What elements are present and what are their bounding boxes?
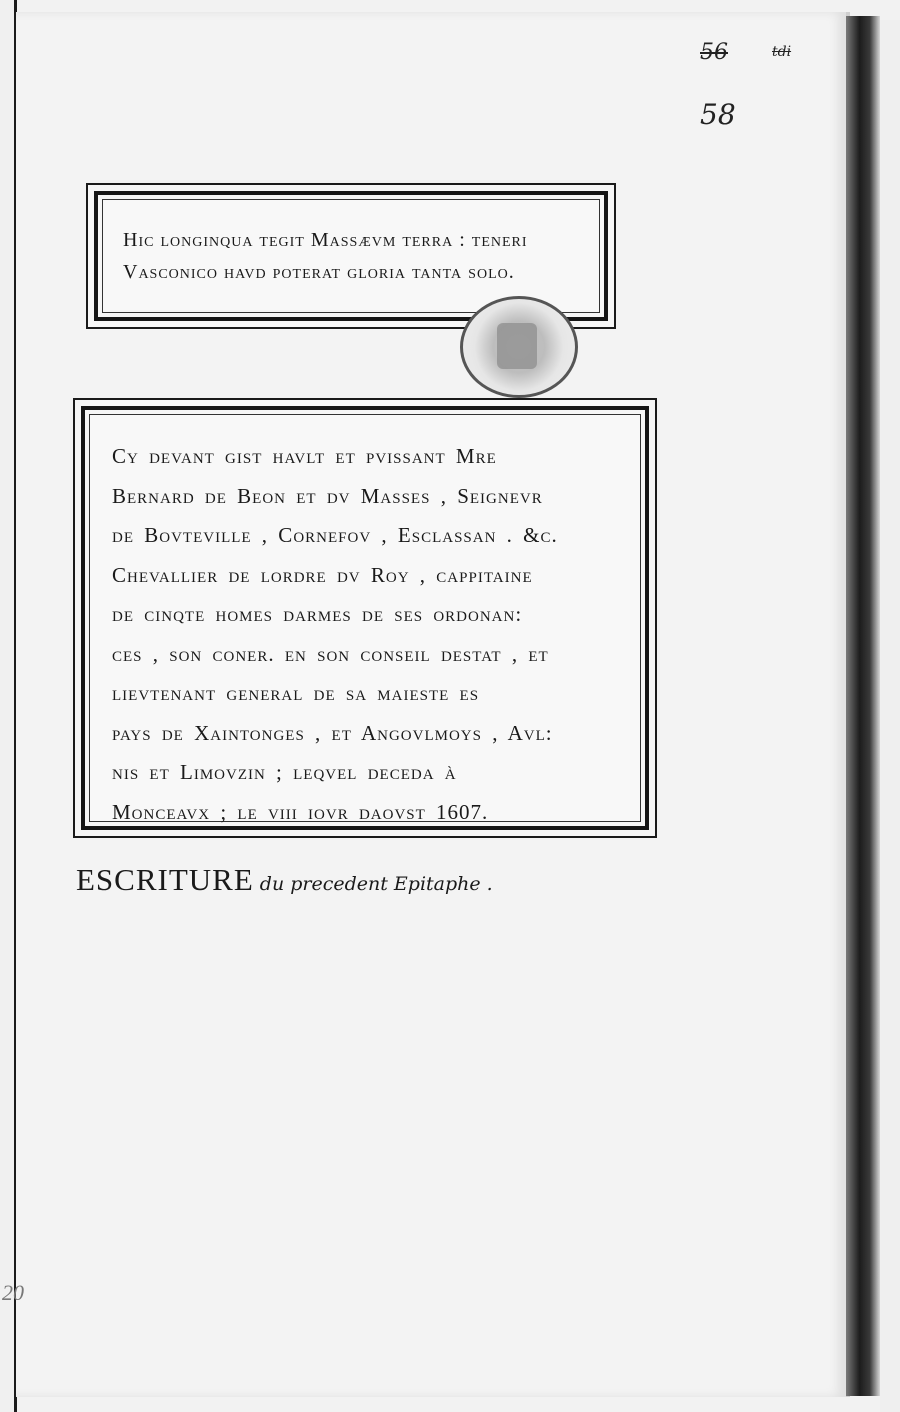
epitaph-line: Bernard de Beon et dv Masses , Seignevr (112, 483, 543, 508)
book-spine-edge (846, 16, 880, 1396)
epitaph-line: ces , son coner. en son conseil destat , et (112, 641, 549, 666)
library-stamp (460, 296, 578, 398)
epitaph-text (112, 437, 558, 832)
caption-title: ESCRITURE (76, 862, 254, 897)
epitaph-line: de Bovteville , Cornefov , Esclassan . &c. (112, 523, 558, 547)
epitaph-line: Chevallier de lordre dv Roy , cappitaine (112, 562, 533, 587)
epigraph-text (123, 224, 528, 288)
folio-number: 58 (700, 98, 736, 131)
epitaph-frame (73, 398, 657, 838)
right-margin (880, 20, 900, 1412)
epitaph-frame-border (81, 406, 649, 830)
epitaph-line: pays de Xaintonges , et Angovlmoys , Avl: (112, 720, 553, 745)
caption (76, 862, 493, 898)
epitaph-line: nis et Limovzin ; leqvel deceda à (112, 760, 457, 784)
old-folio-number: 56 (700, 40, 728, 65)
epitaph-line: Cy devant gist havlt et pvissant Mre (112, 444, 497, 468)
left-page-edge (0, 0, 17, 1412)
epitaph-line: lievtenant general de sa maieste es (112, 681, 480, 705)
old-folio-mark: tdi (772, 44, 792, 60)
epitaph-panel (89, 414, 641, 822)
epitaph-line: de cinqte homes darmes de ses ordonan: (112, 602, 523, 626)
epigraph-line: Vasconico havd poterat gloria tanta solo. (123, 261, 515, 283)
epitaph-line: Monceavx ; le viii iovr daovst 1607. (112, 799, 489, 824)
margin-number: 20 (2, 1280, 24, 1305)
caption-subtitle: du precedent Epitaphe . (259, 873, 493, 895)
epigraph-line: Hic longinqua tegit Massævm terra : teneri (123, 229, 528, 251)
